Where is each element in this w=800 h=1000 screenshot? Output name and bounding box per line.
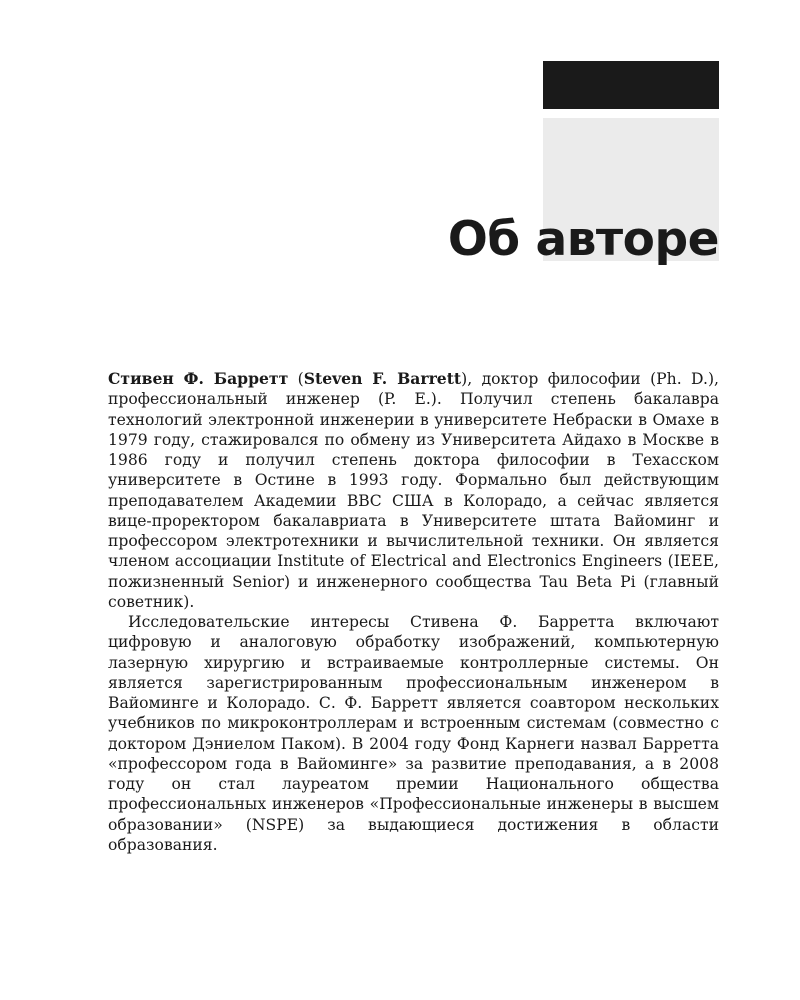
paren-open: ( [288, 370, 304, 388]
chapter-title: Об авторе [447, 212, 719, 267]
author-name-ru: Стивен Ф. Барретт [108, 369, 289, 388]
bio-paragraph-1-text: ), доктор философии (Ph. D.), профессиональный инженер (P. E.). Получил степень бакалавра технологий электронной инженерии в университете Небраски в Омахе в 1979 году, стажировался по обмену из Университета Айдахо в Москве в 1986 году и получил степень доктора философии в Техасском университете в Остине в 1993 году. Формально был действующим преподавателем Академии ВВС США в Колорадо, а сейчас является вице-проректором бакалавриата в Университете штата Вайоминг и профессором электротехники и вычислительной техники. Он является членом ассоциации Institute of Electrical and Electronics Engineers (IEEE, пожизненный Senior) и инженерного сообщества Tau Beta Pi (главный советник). [108, 370, 719, 611]
chapter-decor-black-bar [543, 61, 719, 109]
bio-paragraph-2: Исследовательские интересы Стивена Ф. Барретта включают цифровую и аналоговую обработку изображений, компьютерную лазерную хирургию и встраиваемые контроллерные системы. Он является зарегистрированным профессиональным инженером в Вайоминге и Колорадо. С. Ф. Барретт является соавтором нескольких учебников по микроконтроллерам и встроенным системам (совместно с доктором Дэниелом Паком). В 2004 году Фонд Карнеги назвал Барретта «профессором года в Вайоминге» за развитие преподавания, а в 2008 году он стал лауреатом премии Национального общества профессиональных инженеров «Профессиональные инженеры в высшем образовании» (NSPE) за выдающиеся достижения в области образования. [108, 613, 719, 854]
author-bio [108, 369, 719, 855]
author-name-en: Steven F. Barrett [303, 369, 462, 388]
bio-paragraph-1 [108, 369, 719, 612]
